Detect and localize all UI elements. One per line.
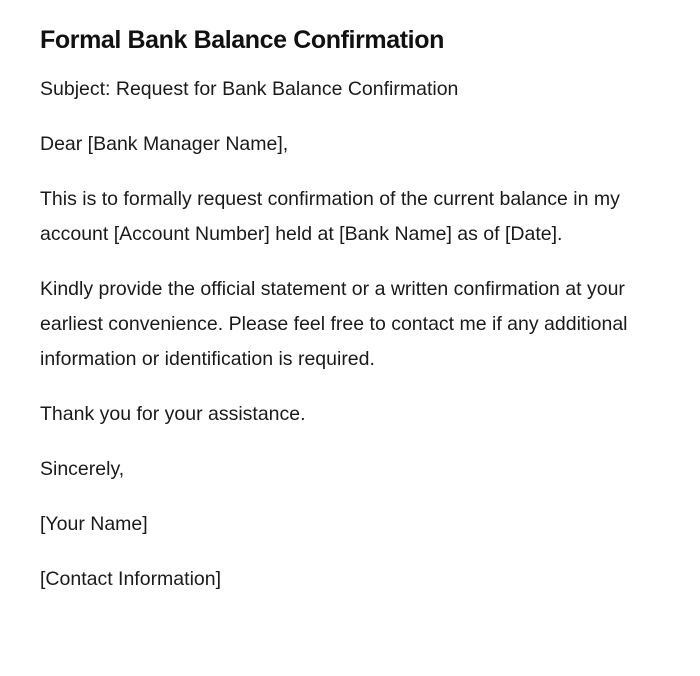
- closing-line: Sincerely,: [40, 458, 125, 480]
- thanks-line: Thank you for your assistance.: [40, 403, 306, 425]
- sender-contact: [Contact Information]: [40, 568, 222, 590]
- letter-document: [40, 24, 640, 617]
- letter-title: Formal Bank Balance Confirmation: [40, 26, 444, 54]
- body-paragraph-followup: Kindly provide the official statement or a written confirmation at your earliest convenience. Please feel free to contact me if any additional information or identification is required.: [40, 278, 628, 370]
- body-paragraph-request: This is to formally request confirmation of the current balance in my account [Account Number] held at [Bank Name] as of [Date].: [40, 188, 620, 245]
- subject-line: Subject: Request for Bank Balance Confirmation: [40, 78, 459, 100]
- salutation: Dear [Bank Manager Name],: [40, 133, 289, 155]
- sender-name: [Your Name]: [40, 513, 148, 535]
